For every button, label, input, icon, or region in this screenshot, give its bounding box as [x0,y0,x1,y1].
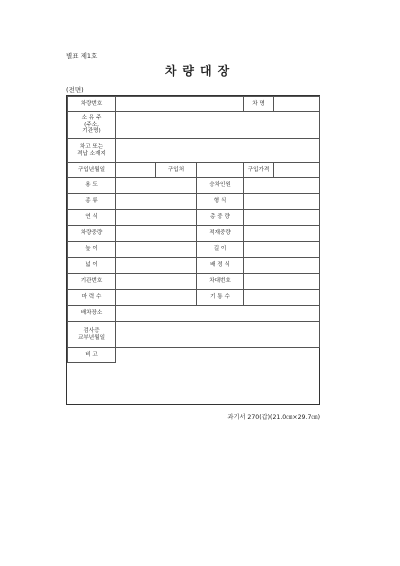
label-purchase-place: 구입처 [156,163,197,178]
label-dispatch-location: 배차장소 [68,306,116,322]
label-model: 형 식 [197,194,244,210]
label-height: 높 이 [68,242,116,258]
label-remarks: 비 고 [68,348,116,363]
table-row [68,97,320,112]
label-usage: 용 도 [68,178,116,194]
field-gross-weight[interactable] [244,210,320,226]
label-chassis-number: 차대번호 [197,274,244,290]
form-number: 별표 제1호 [66,52,98,60]
label-passenger-capacity: 승차인원 [197,178,244,194]
field-purchase-price[interactable] [274,163,320,178]
label-vehicle-name: 차 명 [244,97,274,112]
label-horsepower: 마 력 수 [68,290,116,306]
table-row [68,178,320,194]
label-engine-number: 기관번호 [68,274,116,290]
table-row [68,163,320,178]
label-displacement: 배 정 식 [197,258,244,274]
field-length[interactable] [244,242,320,258]
field-height[interactable] [116,242,197,258]
table-row [68,112,320,139]
label-purchase-price: 구입가격 [244,163,274,178]
field-garage-location[interactable] [116,139,320,163]
field-load-weight[interactable] [244,226,320,242]
table-row [68,322,320,348]
page-title: 차량대장 [164,64,236,78]
field-width[interactable] [116,258,197,274]
label-inspection-date: 검사증 교부년월일 [68,322,116,348]
table-row [68,274,320,290]
field-vehicle-weight[interactable] [116,226,197,242]
table-row [68,139,320,163]
field-passenger-capacity[interactable] [244,178,320,194]
field-horsepower[interactable] [116,290,197,306]
vehicle-register-form [66,95,320,405]
label-vehicle-number: 차량번호 [68,97,116,112]
table-row [68,242,320,258]
field-remarks[interactable] [116,348,320,363]
field-owner[interactable] [116,112,320,139]
table-row [68,290,320,306]
label-owner: 소 유 주 (주소, 기관명) [68,112,116,139]
field-purchase-date[interactable] [116,163,156,178]
label-gross-weight: 총 중 량 [197,210,244,226]
table-row [68,226,320,242]
field-displacement[interactable] [244,258,320,274]
label-type: 종 류 [68,194,116,210]
field-purchase-place[interactable] [197,163,244,178]
table-row [68,194,320,210]
label-length: 길 이 [197,242,244,258]
side-indicator: (전면) [66,86,84,94]
table-row [68,210,320,226]
field-inspection-date[interactable] [116,322,320,348]
label-cylinders: 기 통 수 [197,290,244,306]
table-row [68,258,320,274]
label-width: 넓 이 [68,258,116,274]
label-garage-location: 차고 또는 격납 소재지 [68,139,116,163]
label-vehicle-weight: 차량중량 [68,226,116,242]
label-purchase-date: 구입년월일 [68,163,116,178]
label-load-weight: 적재중량 [197,226,244,242]
field-model-year[interactable] [116,210,197,226]
field-vehicle-number[interactable] [116,97,244,112]
field-usage[interactable] [116,178,197,194]
form-spec-footer: 과기서 270(갑)(21.0㎝×29.7㎝) [227,414,320,421]
label-model-year: 연 식 [68,210,116,226]
table-row [68,348,320,363]
field-chassis-number[interactable] [244,274,320,290]
field-dispatch-location[interactable] [116,306,320,322]
field-engine-number[interactable] [116,274,197,290]
field-model[interactable] [244,194,320,210]
field-type[interactable] [116,194,197,210]
field-cylinders[interactable] [244,290,320,306]
field-vehicle-name[interactable] [274,97,320,112]
table-row [68,306,320,322]
register-table [67,96,320,363]
